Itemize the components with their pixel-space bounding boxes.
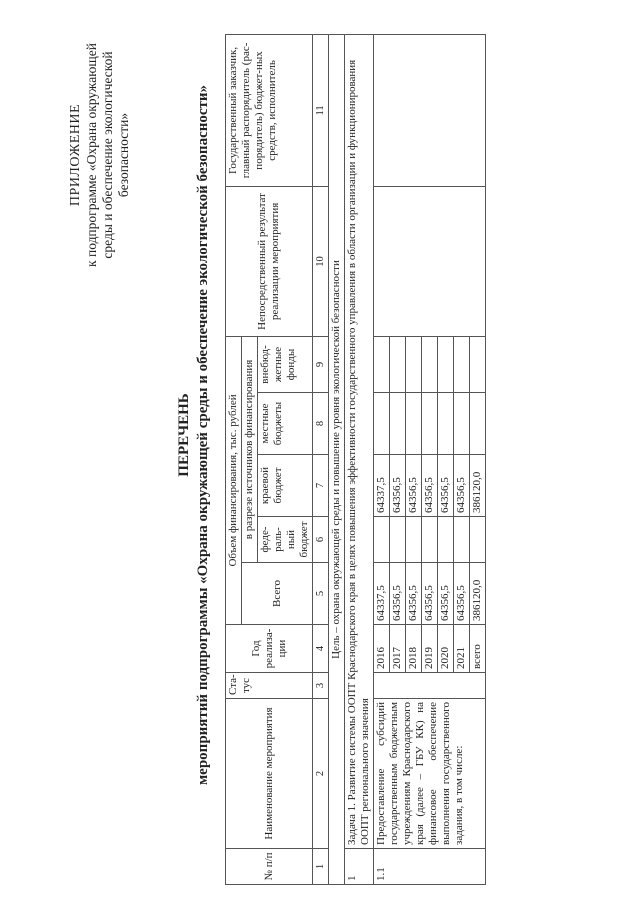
federal-cell [406,517,422,563]
header-volume: Объем финансирования, тыс. рублей [226,336,242,624]
total-cell: 64356,5 [438,563,454,625]
header-year: Год реализа-ции [226,625,313,673]
year-cell: 2019 [422,625,438,673]
task-text: Задача 1. Развитие системы ООПТ Краснодарского края в целях повышения эффективности государственного управления в области организации и функционирования ООПТ регионального значения [345,34,374,848]
extra-cell [422,336,438,392]
year-cell: всего [470,625,486,673]
total-cell: 64356,5 [406,563,422,625]
header-regional: краевой бюджет [258,455,313,517]
table-row [374,34,390,884]
appendix-block [68,15,132,295]
regional-cell: 64356,5 [422,455,438,517]
total-cell: 64356,5 [390,563,406,625]
header-local: местные бюджеты [258,393,313,455]
measures-table [225,34,486,885]
regional-cell: 64337,5 [374,455,390,517]
col-number: 3 [313,673,329,699]
local-cell [438,393,454,455]
total-cell: 64337,5 [374,563,390,625]
col-number: 9 [313,336,329,392]
col-number: 11 [313,34,329,186]
year-cell: 2018 [406,625,422,673]
header-num: № п/п [226,849,313,885]
goal-text: Цель – охрана окружающей среды и повышение уровня экологической безопасности [329,34,345,884]
header-status: Ста-тус [226,673,313,699]
total-cell: 386120,0 [470,563,486,625]
appendix-line-3: безопасности» [116,112,131,198]
document-subtitle: мероприятий подпрограммы «Охрана окружающей среды и обеспечение экологической безопасности» [195,84,211,786]
local-cell [454,393,470,455]
header-customer: Государственный заказчик, главный распорядитель (рас-порядитель) бюджет-ных средств, исполнитель [226,34,313,186]
federal-cell [438,517,454,563]
local-cell [406,393,422,455]
item-number: 1.1 [374,849,486,885]
col-number: 4 [313,625,329,673]
regional-cell: 64356,5 [438,455,454,517]
task-number: 1 [345,849,374,885]
extra-cell [454,336,470,392]
federal-cell [374,517,390,563]
document-title: ПЕРЕЧЕНЬ [176,393,192,477]
appendix-line-1: к подпрограмме «Охрана окружающей [84,43,99,267]
regional-cell: 64356,5 [454,455,470,517]
appendix-line-2: среды и обеспечение экологической [100,51,115,259]
col-number: 5 [313,563,329,625]
extra-cell [438,336,454,392]
col-number: 10 [313,186,329,336]
task-row [345,34,374,884]
item-status [374,673,486,699]
col-number: 8 [313,393,329,455]
extra-cell [390,336,406,392]
federal-cell [422,517,438,563]
goal-row [329,34,345,884]
header-extra: внебюд-жетные фонды [258,336,313,392]
local-cell [390,393,406,455]
header-federal: феде-раль-ный бюджет [258,517,313,563]
year-cell: 2020 [438,625,454,673]
federal-cell [454,517,470,563]
local-cell [470,393,486,455]
extra-cell [470,336,486,392]
item-name: Предоставление субсидий государственным бюджетным учреждениям Краснодарского края (далее – ГБУ КК) на финансовое обеспечение выполнения государственного задания, в том числе: [374,699,486,849]
year-cell: 2021 [454,625,470,673]
col-number: 1 [313,849,329,885]
header-breakdown: в разрезе источников финансирования [242,336,258,562]
result-cell [374,186,486,336]
local-cell [422,393,438,455]
federal-cell [390,517,406,563]
col-number: 7 [313,455,329,517]
regional-cell: 64356,5 [406,455,422,517]
customer-cell [374,34,486,186]
extra-cell [406,336,422,392]
header-result: Непосредственный результат реализации мероприятия [226,186,313,336]
extra-cell [374,336,390,392]
regional-cell: 386120,0 [470,455,486,517]
col-number: 6 [313,517,329,563]
column-numbers-row [313,34,329,884]
col-number: 2 [313,699,329,849]
regional-cell: 64356,5 [390,455,406,517]
document-heading [175,75,213,795]
year-cell: 2017 [390,625,406,673]
federal-cell [470,517,486,563]
local-cell [374,393,390,455]
header-row-1 [226,34,242,884]
header-name: Наименование мероприятия [226,699,313,849]
appendix-title: ПРИЛОЖЕНИЕ [68,103,83,207]
total-cell: 64356,5 [454,563,470,625]
header-total: Всего [242,563,313,625]
year-cell: 2016 [374,625,390,673]
total-cell: 64356,5 [422,563,438,625]
